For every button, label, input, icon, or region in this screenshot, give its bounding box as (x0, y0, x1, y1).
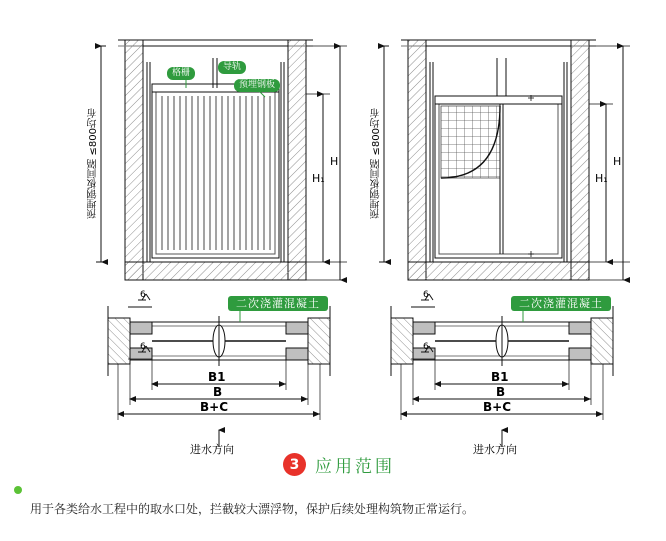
grid-bar-tag: 格栅 (167, 67, 195, 80)
section-body-text: 用于各类给水工程中的取水口处，拦截较大漂浮物，保护后续处理构筑物正常运行。 (30, 502, 475, 516)
left-h-label: H (330, 155, 339, 168)
embedded-steel-tag: 预埋钢板 (234, 79, 280, 92)
right-plan-weld-mark-top: 6 (423, 290, 429, 300)
left-plan-dim-b: B (213, 385, 223, 399)
right-plan-flow-label: 进水方向 (473, 443, 517, 456)
section-heading (283, 452, 395, 477)
left-plan-dim-bc: B+C (200, 400, 229, 414)
guide-rail-tag: 导轨 (218, 61, 246, 74)
left-plan-dim-b1: B1 (208, 370, 226, 384)
left-plan-flow-label: 进水方向 (190, 443, 234, 456)
section-title: 应用范围 (315, 457, 395, 477)
right-h1-label: H₁ (595, 172, 608, 185)
section-number-badge: 3 (283, 453, 306, 476)
left-embedded-plate-note: 预埋钢板间隔 ≤800均布 (88, 108, 99, 219)
right-plan-weld-mark-bottom: 6 (423, 342, 429, 352)
left-plan-weld-mark-top: 6 (140, 290, 146, 300)
left-plan-weld-mark-bottom: 6 (140, 342, 146, 352)
right-plan-dim-bc: B+C (483, 400, 512, 414)
right-secondary-concrete-tag: 二次浇灌混凝土 (511, 296, 611, 311)
right-plan-dim-b: B (496, 385, 506, 399)
left-h1-label: H₁ (312, 172, 325, 185)
right-plan-dim-b1: B1 (491, 370, 509, 384)
right-embedded-plate-note: 预埋钢板间隔 ≤800均布 (371, 108, 382, 219)
bullet-icon (14, 486, 22, 494)
right-h-label: H (613, 155, 622, 168)
left-secondary-concrete-tag: 二次浇灌混凝土 (228, 296, 328, 311)
